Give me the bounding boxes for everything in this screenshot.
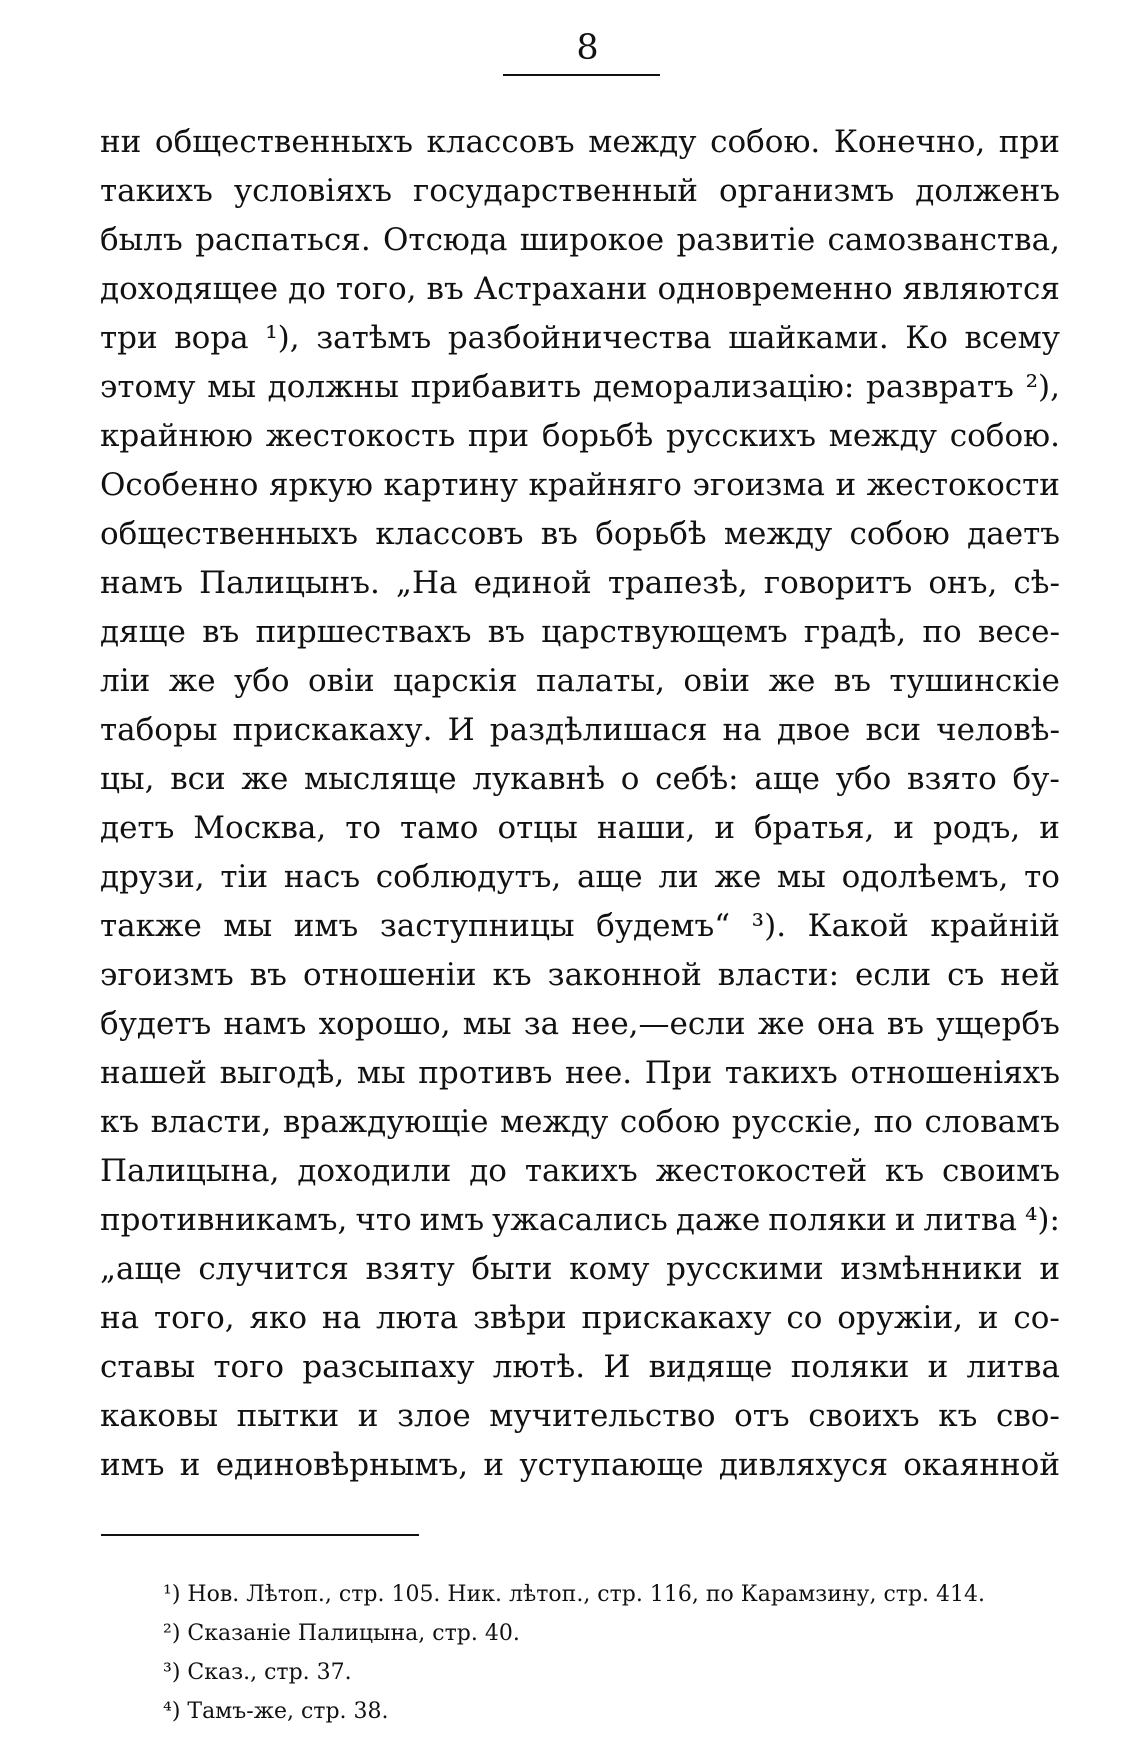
text-line: таборы прискакаху. И раздѣлишася на двое вси человѣ- — [100, 712, 1060, 748]
text-line: детъ Москва, то тамо отцы наши, и братья, и родъ, и — [100, 810, 1060, 846]
text-line: ліи же убо овіи царскія палаты, овіи же въ тушинскіе — [100, 663, 1060, 699]
text-line: три вора ¹), затѣмъ разбойничества шайками. Ко всему — [100, 320, 1060, 356]
footnote-2: ²) Сказаніе Палицына, стр. 40. — [163, 1621, 520, 1646]
text-line: каковы пытки и злое мучительство отъ своихъ къ сво- — [100, 1398, 1060, 1434]
text-line: доходящее до того, въ Астрахани одновременно являются — [100, 271, 1060, 307]
text-line: противникамъ, что имъ ужасались даже поляки и литва ⁴): — [100, 1202, 1060, 1238]
page-number: 8 — [576, 28, 599, 68]
text-line: ни общественныхъ классовъ между собою. Конечно, при — [100, 124, 1060, 160]
text-line: „аще случится взяту быти кому русскими измѣнники и — [100, 1251, 1060, 1287]
text-line: такихъ условіяхъ государственный организмъ долженъ — [100, 173, 1060, 209]
footnote-1: ¹) Нов. Лѣтоп., стр. 105. Ник. лѣтоп., стр. 116, по Карамзину, стр. 414. — [163, 1582, 986, 1607]
text-line: къ власти, враждующіе между собою русскіе, по словамъ — [100, 1104, 1060, 1140]
text-line: друзи, тіи насъ соблюдутъ, аще ли же мы одолѣемъ, то — [100, 859, 1060, 895]
footnote-rule — [101, 1534, 419, 1536]
text-line: крайнюю жестокость при борьбѣ русскихъ между собою. — [100, 418, 1060, 454]
text-line: общественныхъ классовъ въ борьбѣ между собою даетъ — [100, 516, 1060, 552]
text-line: былъ распаться. Отсюда широкое развитіе самозванства, — [100, 222, 1060, 258]
text-line: также мы имъ заступницы будемъ“ ³). Какой крайній — [100, 908, 1060, 944]
text-line: этому мы должны прибавить деморализацію: развратъ ²), — [100, 369, 1060, 405]
text-line: дяще въ пиршествахъ въ царствующемъ градѣ, по весе- — [100, 614, 1060, 650]
page-number-rule — [503, 74, 660, 76]
footnote-3: ³) Сказ., стр. 37. — [163, 1660, 352, 1685]
body-text — [100, 118, 1060, 1490]
text-line: имъ и единовѣрнымъ, и уступающе дивляхуся окаянной — [100, 1447, 1060, 1483]
text-line: эгоизмъ въ отношеніи къ законной власти: если съ ней — [100, 957, 1060, 993]
text-line: ставы того разсыпаху лютѣ. И видяще поляки и литва — [100, 1349, 1060, 1385]
footnotes — [163, 1575, 1063, 1731]
text-line: цы, вси же мысляще лукавнѣ о себѣ: аще убо взято бу- — [100, 761, 1060, 797]
text-line: нашей выгодѣ, мы противъ нее. При такихъ отношеніяхъ — [100, 1055, 1060, 1091]
text-line: намъ Палицынъ. „На единой трапезѣ, говоритъ онъ, сѣ- — [100, 565, 1060, 601]
text-line: на того, яко на люта звѣри прискакаху со оружіи, и со- — [100, 1300, 1060, 1336]
text-line: Особенно яркую картину крайняго эгоизма и жестокости — [100, 467, 1060, 503]
text-line: Палицына, доходили до такихъ жестокостей къ своимъ — [100, 1153, 1060, 1189]
text-line: будетъ намъ хорошо, мы за нее,—если же она въ ущербъ — [100, 1006, 1060, 1042]
footnote-4: ⁴) Тамъ-же, стр. 38. — [163, 1699, 389, 1724]
